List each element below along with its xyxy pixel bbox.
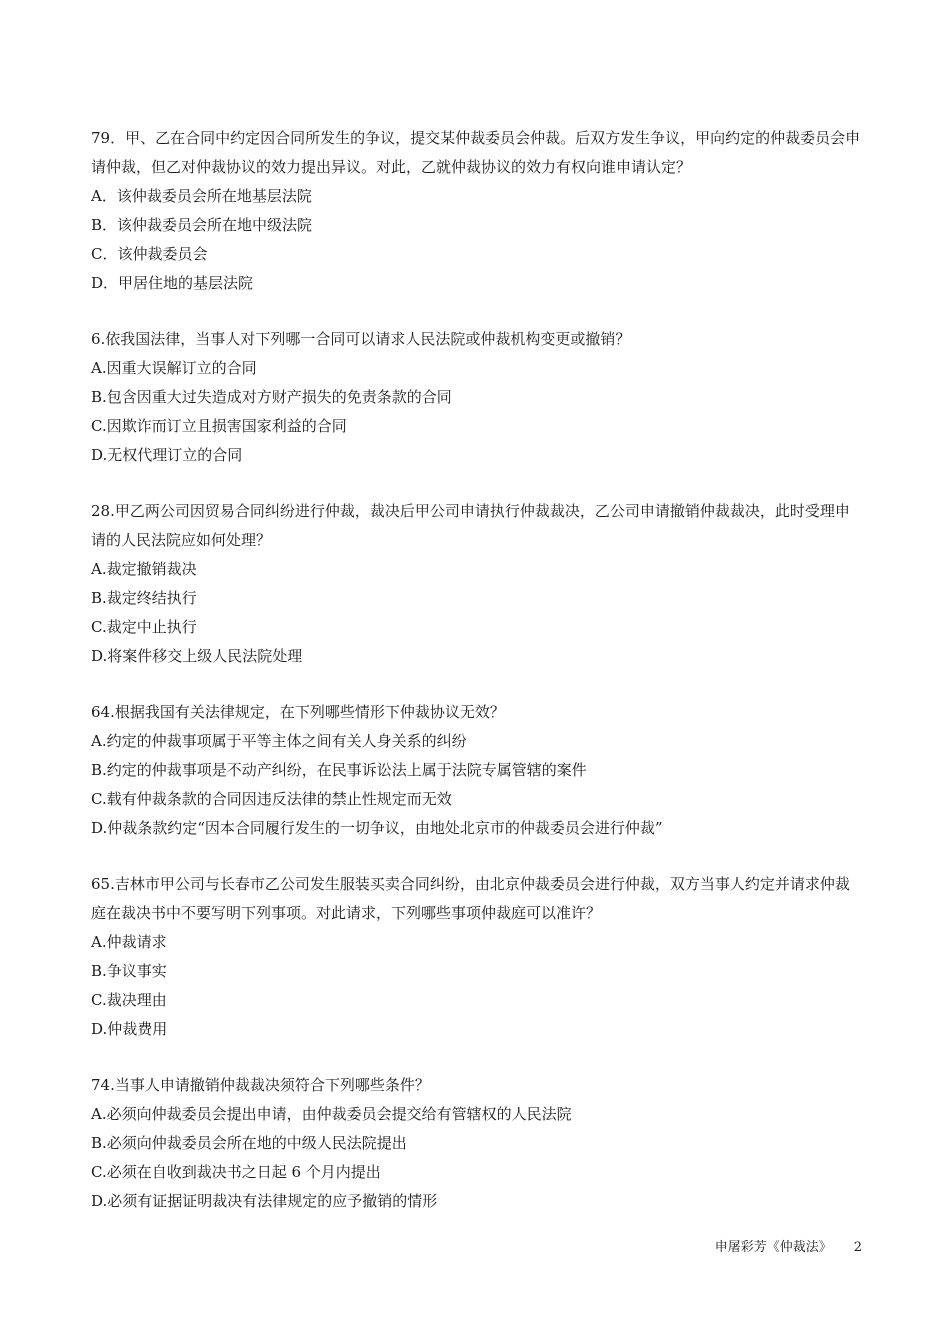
option-b: B.必须向仲裁委员会所在地的中级人民法院提出 — [91, 1134, 407, 1152]
question-74 — [91, 1071, 863, 1216]
question-stem: 74.当事人申请撤销仲裁裁决须符合下列哪些条件？ — [91, 1076, 430, 1094]
option-d: D．甲居住地的基层法院 — [91, 274, 254, 292]
option-a: A．该仲裁委员会所在地基层法院 — [91, 187, 312, 205]
question-79 — [91, 124, 863, 298]
page-number: 2 — [853, 1240, 862, 1255]
footer-title: 申屠彩芳《仲裁法》 — [714, 1240, 832, 1255]
option-c: C.裁决理由 — [91, 991, 167, 1009]
option-b: B．该仲裁委员会所在地中级法院 — [91, 216, 313, 234]
question-stem: 64.根据我国有关法律规定，在下列哪些情形下仲裁协议无效？ — [91, 703, 505, 721]
option-d: D.将案件移交上级人民法院处理 — [91, 647, 303, 665]
option-a: A.必须向仲裁委员会提出申请，由仲裁委员会提交给有管辖权的人民法院 — [91, 1105, 572, 1123]
question-stem: 79．甲、乙在合同中约定因合同所发生的争议，提交某仲裁委员会仲裁。后双方发生争议，甲向约定的仲裁委员会申请仲裁，但乙对仲裁协议的效力提出异议。对此，乙就仲裁协议的效力有权向谁申请认定？ — [91, 129, 861, 176]
option-c: C.因欺诈而订立且损害国家利益的合同 — [91, 417, 347, 435]
option-a: A.因重大误解订立的合同 — [91, 359, 257, 377]
question-28 — [91, 497, 863, 671]
question-list — [91, 124, 863, 1243]
question-64 — [91, 698, 863, 843]
option-a: A.裁定撤销裁决 — [91, 560, 197, 578]
option-c: C.必须在自收到裁决书之日起 6 个月内提出 — [91, 1163, 381, 1181]
question-stem: 65.吉林市甲公司与长春市乙公司发生服装买卖合同纠纷，由北京仲裁委员会进行仲裁，双方当事人约定并请求仲裁庭在裁决书中不要写明下列事项。对此请求，下列哪些事项仲裁庭可以准许？ — [91, 875, 850, 922]
option-c: C.裁定中止执行 — [91, 618, 197, 636]
option-b: B.争议事实 — [91, 962, 167, 980]
option-d: D.无权代理订立的合同 — [91, 446, 243, 464]
option-d: D.必须有证据证明裁决有法律规定的应予撤销的情形 — [91, 1192, 438, 1210]
option-c: C.载有仲裁条款的合同因违反法律的禁止性规定而无效 — [91, 790, 452, 808]
option-d: D.仲裁费用 — [91, 1020, 168, 1038]
question-65 — [91, 870, 863, 1044]
option-a: A.约定的仲裁事项属于平等主体之间有关人身关系的纠纷 — [91, 732, 467, 750]
question-stem: 28.甲乙两公司因贸易合同纠纷进行仲裁，裁决后甲公司申请执行仲裁裁决，乙公司申请撤销仲裁裁决，此时受理申请的人民法院应如何处理？ — [91, 502, 850, 549]
page-footer — [715, 1238, 862, 1258]
option-d: D.仲裁条款约定“因本合同履行发生的一切争议，由地处北京市的仲裁委员会进行仲裁” — [91, 819, 663, 837]
option-c: C．该仲裁委员会 — [91, 245, 208, 263]
option-b: B.裁定终结执行 — [91, 589, 197, 607]
question-6 — [91, 325, 863, 470]
option-a: A.仲裁请求 — [91, 933, 167, 951]
option-b: B.包含因重大过失造成对方财产损失的免责条款的合同 — [91, 388, 452, 406]
question-stem: 6.依我国法律，当事人对下列哪一合同可以请求人民法院或仲裁机构变更或撤销？ — [91, 330, 631, 348]
option-b: B.约定的仲裁事项是不动产纠纷，在民事诉讼法上属于法院专属管辖的案件 — [91, 761, 587, 779]
